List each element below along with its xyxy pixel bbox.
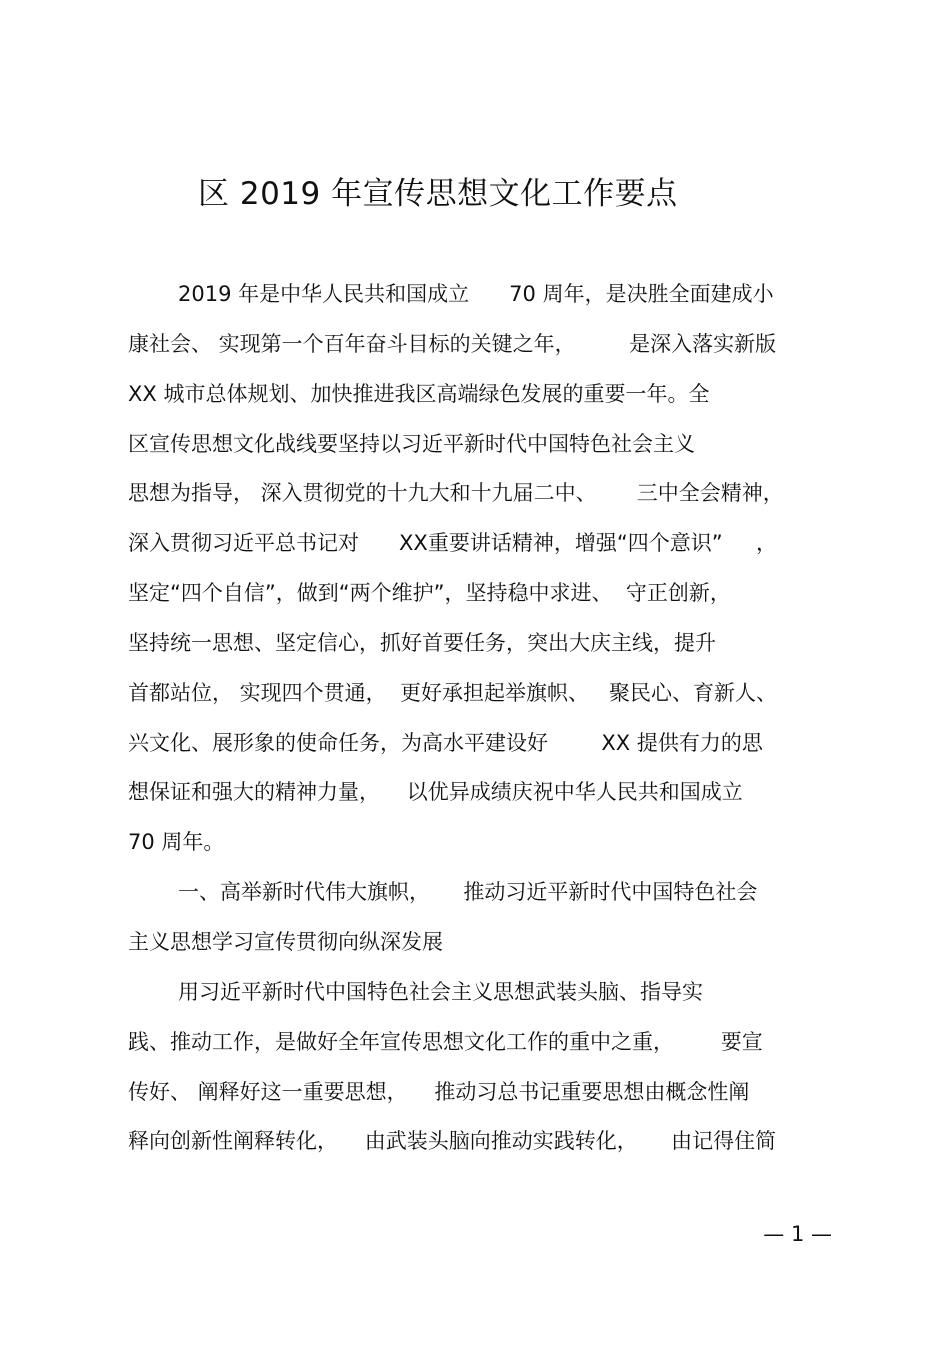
text-line: 释向创新性阐释转化， 由武装头脑向推动实践转化， 由记得住简 [128, 1129, 777, 1154]
text-line: 70 周年。 [128, 830, 225, 855]
document-title: 区 2019 年宣传思想文化工作要点 [198, 176, 678, 212]
text-line: 康社会、 实现第一个百年奋斗目标的关键之年， 是深入落实新版 [128, 331, 777, 356]
text-line: XX 城市总体规划、加快推进我区高端绿色发展的重要一年。全 [128, 381, 710, 406]
text-line: 区宣传思想文化战线要坚持以习近平新时代中国特色社会主义 [128, 431, 695, 456]
text-line: 主义思想学习宣传贯彻向纵深发展 [128, 929, 443, 954]
text-line: 一、高举新时代伟大旗帜， 推动习近平新时代中国特色社会 [178, 880, 758, 905]
text-line: 想保证和强大的精神力量， 以优异成绩庆祝中华人民共和国成立 [128, 780, 743, 805]
page-number: — 1 — [763, 1222, 832, 1246]
text-line: 深入贯彻习近平总书记对 XX重要讲话精神，增强“四个意识” ， [128, 531, 777, 556]
text-line: 2019 年是中华人民共和国成立 70 周年，是决胜全面建成小 [178, 282, 774, 306]
text-line: 坚持统一思想、坚定信心，抓好首要任务，突出大庆主线，提升 [128, 630, 716, 655]
text-line: 首都站位， 实现四个贯通， 更好承担起举旗帜、 聚民心、育新人、 [128, 680, 778, 705]
text-line: 思想为指导， 深入贯彻党的十九大和十九届二中、 三中全会精神， [128, 481, 784, 506]
document-body [128, 276, 828, 1173]
text-line: 兴文化、展形象的使命任务，为高水平建设好 XX 提供有力的思 [128, 730, 763, 755]
text-line: 践、推动工作，是做好全年宣传思想文化工作的重中之重， 要宣 [128, 1029, 763, 1054]
text-line: 用习近平新时代中国特色社会主义思想武装头脑、指导实 [178, 979, 703, 1004]
text-line: 传好、 阐释好这一重要思想， 推动习总书记重要思想由概念性阐 [128, 1079, 750, 1104]
text-line: 坚定“四个自信”，做到“两个维护”，坚持稳中求进、 守正创新， [128, 581, 731, 606]
